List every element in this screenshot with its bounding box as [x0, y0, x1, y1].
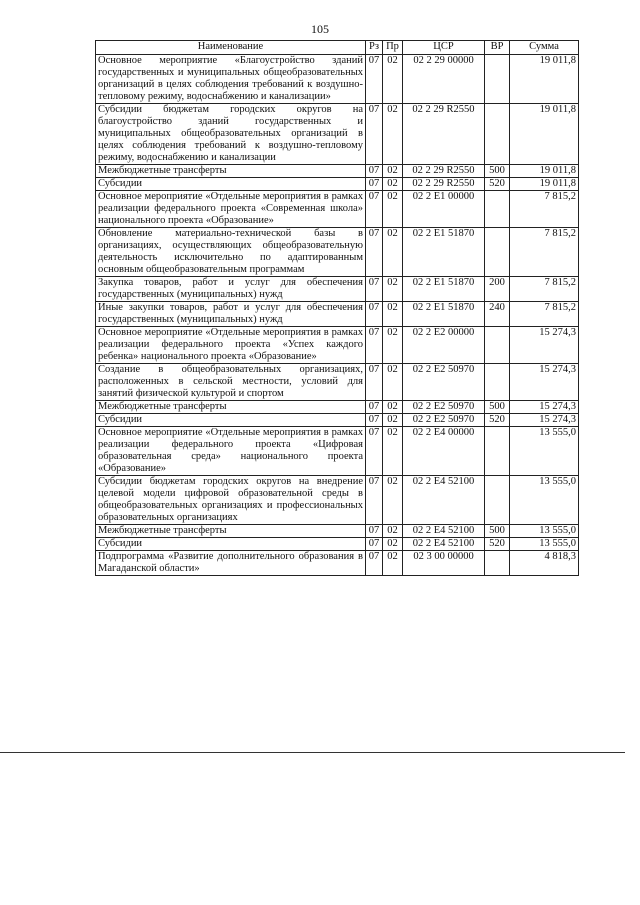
cell-sum: 7 815,2 — [510, 277, 579, 302]
cell-rz: 07 — [366, 178, 383, 191]
cell-pr: 02 — [383, 178, 403, 191]
cell-pr: 02 — [383, 364, 403, 401]
cell-rz: 07 — [366, 364, 383, 401]
cell-rz: 07 — [366, 302, 383, 327]
cell-rz: 07 — [366, 525, 383, 538]
cell-sum: 4 818,3 — [510, 551, 579, 576]
cell-pr: 02 — [383, 327, 403, 364]
cell-rz: 07 — [366, 228, 383, 277]
table-row — [96, 551, 579, 576]
cell-csr: 02 2 E1 51870 — [403, 277, 485, 302]
table-row — [96, 165, 579, 178]
table-row — [96, 277, 579, 302]
cell-name: Иные закупки товаров, работ и услуг для обеспечения государственных (муниципальных) нужд — [96, 302, 366, 327]
cell-vr — [485, 476, 510, 525]
cell-csr: 02 2 E2 50970 — [403, 414, 485, 427]
cell-csr: 02 2 E1 00000 — [403, 191, 485, 228]
cell-csr: 02 2 29 R2550 — [403, 178, 485, 191]
cell-vr: 500 — [485, 525, 510, 538]
cell-csr: 02 2 E4 52100 — [403, 538, 485, 551]
cell-csr: 02 2 E2 50970 — [403, 364, 485, 401]
cell-csr: 02 2 E1 51870 — [403, 228, 485, 277]
header-rz: Рз — [366, 41, 383, 55]
table-row — [96, 364, 579, 401]
cell-rz: 07 — [366, 277, 383, 302]
cell-pr: 02 — [383, 165, 403, 178]
cell-vr: 520 — [485, 414, 510, 427]
cell-sum: 13 555,0 — [510, 538, 579, 551]
cell-csr: 02 2 E1 51870 — [403, 302, 485, 327]
cell-pr: 02 — [383, 401, 403, 414]
cell-name: Субсидии бюджетам городских округов на внедрение целевой модели цифровой образовательной среды в общеобразовательных организациях и профессиональных образовательных организациях — [96, 476, 366, 525]
table-row — [96, 228, 579, 277]
cell-vr: 500 — [485, 401, 510, 414]
cell-name: Основное мероприятие «Отдельные мероприятия в рамках реализации федерального проекта «Современная школа» национального проекта «Образование» — [96, 191, 366, 228]
cell-rz: 07 — [366, 538, 383, 551]
cell-name: Основное мероприятие «Благоустройство зданий государственных и муниципальных общеобразовательных организаций в целях соблюдения требований к воздушно-тепловому режиму, водоснабжению и канализации» — [96, 55, 366, 104]
cell-pr: 02 — [383, 277, 403, 302]
budget-table — [95, 40, 579, 576]
cell-name: Обновление материально-технической базы в организациях, осуществляющих общеобразовательную деятельность исключительно по адаптированным основным общеобразовательным программам — [96, 228, 366, 277]
cell-name: Создание в общеобразовательных организациях, расположенных в сельской местности, условий для занятий физической культурой и спортом — [96, 364, 366, 401]
cell-vr: 520 — [485, 538, 510, 551]
cell-sum: 13 555,0 — [510, 476, 579, 525]
table-header-row — [96, 41, 579, 55]
cell-name: Закупка товаров, работ и услуг для обеспечения государственных (муниципальных) нужд — [96, 277, 366, 302]
cell-sum: 13 555,0 — [510, 525, 579, 538]
cell-name: Подпрограмма «Развитие дополнительного образования в Магаданской области» — [96, 551, 366, 576]
cell-vr: 520 — [485, 178, 510, 191]
cell-vr: 240 — [485, 302, 510, 327]
cell-sum: 15 274,3 — [510, 414, 579, 427]
table-row — [96, 538, 579, 551]
cell-vr — [485, 327, 510, 364]
cell-pr: 02 — [383, 427, 403, 476]
cell-csr: 02 3 00 00000 — [403, 551, 485, 576]
cell-rz: 07 — [366, 327, 383, 364]
table-row — [96, 525, 579, 538]
cell-name: Основное мероприятие «Отдельные мероприятия в рамках реализации федерального проекта «Цифровая образовательная среда» национального проекта «Образование» — [96, 427, 366, 476]
page-number: 105 — [311, 22, 329, 36]
cell-vr — [485, 427, 510, 476]
cell-pr: 02 — [383, 414, 403, 427]
cell-name: Субсидии — [96, 414, 366, 427]
cell-pr: 02 — [383, 525, 403, 538]
footer-rule — [0, 752, 625, 753]
cell-sum: 19 011,8 — [510, 165, 579, 178]
cell-vr: 200 — [485, 277, 510, 302]
table-row — [96, 302, 579, 327]
cell-pr: 02 — [383, 551, 403, 576]
cell-csr: 02 2 29 00000 — [403, 55, 485, 104]
cell-sum: 7 815,2 — [510, 302, 579, 327]
table-row — [96, 401, 579, 414]
cell-vr — [485, 55, 510, 104]
cell-vr — [485, 228, 510, 277]
cell-vr — [485, 551, 510, 576]
cell-pr: 02 — [383, 104, 403, 165]
cell-vr — [485, 104, 510, 165]
table-row — [96, 414, 579, 427]
cell-rz: 07 — [366, 104, 383, 165]
cell-pr: 02 — [383, 191, 403, 228]
cell-pr: 02 — [383, 476, 403, 525]
header-vr: ВР — [485, 41, 510, 55]
cell-pr: 02 — [383, 302, 403, 327]
cell-name: Субсидии — [96, 178, 366, 191]
cell-name: Основное мероприятие «Отдельные мероприятия в рамках реализации федерального проекта «Успех каждого ребенка» национального проекта «Образование» — [96, 327, 366, 364]
table-row — [96, 427, 579, 476]
cell-csr: 02 2 E4 00000 — [403, 427, 485, 476]
cell-sum: 19 011,8 — [510, 104, 579, 165]
table-row — [96, 327, 579, 364]
cell-rz: 07 — [366, 191, 383, 228]
table-row — [96, 476, 579, 525]
header-sum: Сумма — [510, 41, 579, 55]
cell-sum: 19 011,8 — [510, 178, 579, 191]
cell-csr: 02 2 29 R2550 — [403, 165, 485, 178]
cell-pr: 02 — [383, 538, 403, 551]
cell-vr: 500 — [485, 165, 510, 178]
cell-rz: 07 — [366, 55, 383, 104]
cell-sum: 19 011,8 — [510, 55, 579, 104]
cell-rz: 07 — [366, 476, 383, 525]
cell-rz: 07 — [366, 427, 383, 476]
cell-name: Субсидии — [96, 538, 366, 551]
cell-sum: 15 274,3 — [510, 401, 579, 414]
cell-sum: 7 815,2 — [510, 191, 579, 228]
cell-sum: 7 815,2 — [510, 228, 579, 277]
cell-name: Межбюджетные трансферты — [96, 165, 366, 178]
cell-rz: 07 — [366, 165, 383, 178]
header-pr: Пр — [383, 41, 403, 55]
header-csr: ЦСР — [403, 41, 485, 55]
cell-name: Межбюджетные трансферты — [96, 401, 366, 414]
cell-csr: 02 2 E4 52100 — [403, 476, 485, 525]
table-row — [96, 178, 579, 191]
cell-rz: 07 — [366, 401, 383, 414]
cell-name: Межбюджетные трансферты — [96, 525, 366, 538]
cell-rz: 07 — [366, 551, 383, 576]
table-row — [96, 191, 579, 228]
cell-csr: 02 2 E2 50970 — [403, 401, 485, 414]
cell-name: Субсидии бюджетам городских округов на благоустройство зданий государственных и муниципальных общеобразовательных организаций в целях соблюдения требований к воздушно-тепловому режиму, водоснабжению и канализации — [96, 104, 366, 165]
cell-rz: 07 — [366, 414, 383, 427]
cell-vr — [485, 191, 510, 228]
cell-csr: 02 2 E4 52100 — [403, 525, 485, 538]
cell-csr: 02 2 E2 00000 — [403, 327, 485, 364]
cell-pr: 02 — [383, 55, 403, 104]
cell-sum: 13 555,0 — [510, 427, 579, 476]
cell-pr: 02 — [383, 228, 403, 277]
cell-vr — [485, 364, 510, 401]
table-row — [96, 104, 579, 165]
table-row — [96, 55, 579, 104]
header-name: Наименование — [96, 41, 366, 55]
cell-sum: 15 274,3 — [510, 327, 579, 364]
cell-sum: 15 274,3 — [510, 364, 579, 401]
cell-csr: 02 2 29 R2550 — [403, 104, 485, 165]
